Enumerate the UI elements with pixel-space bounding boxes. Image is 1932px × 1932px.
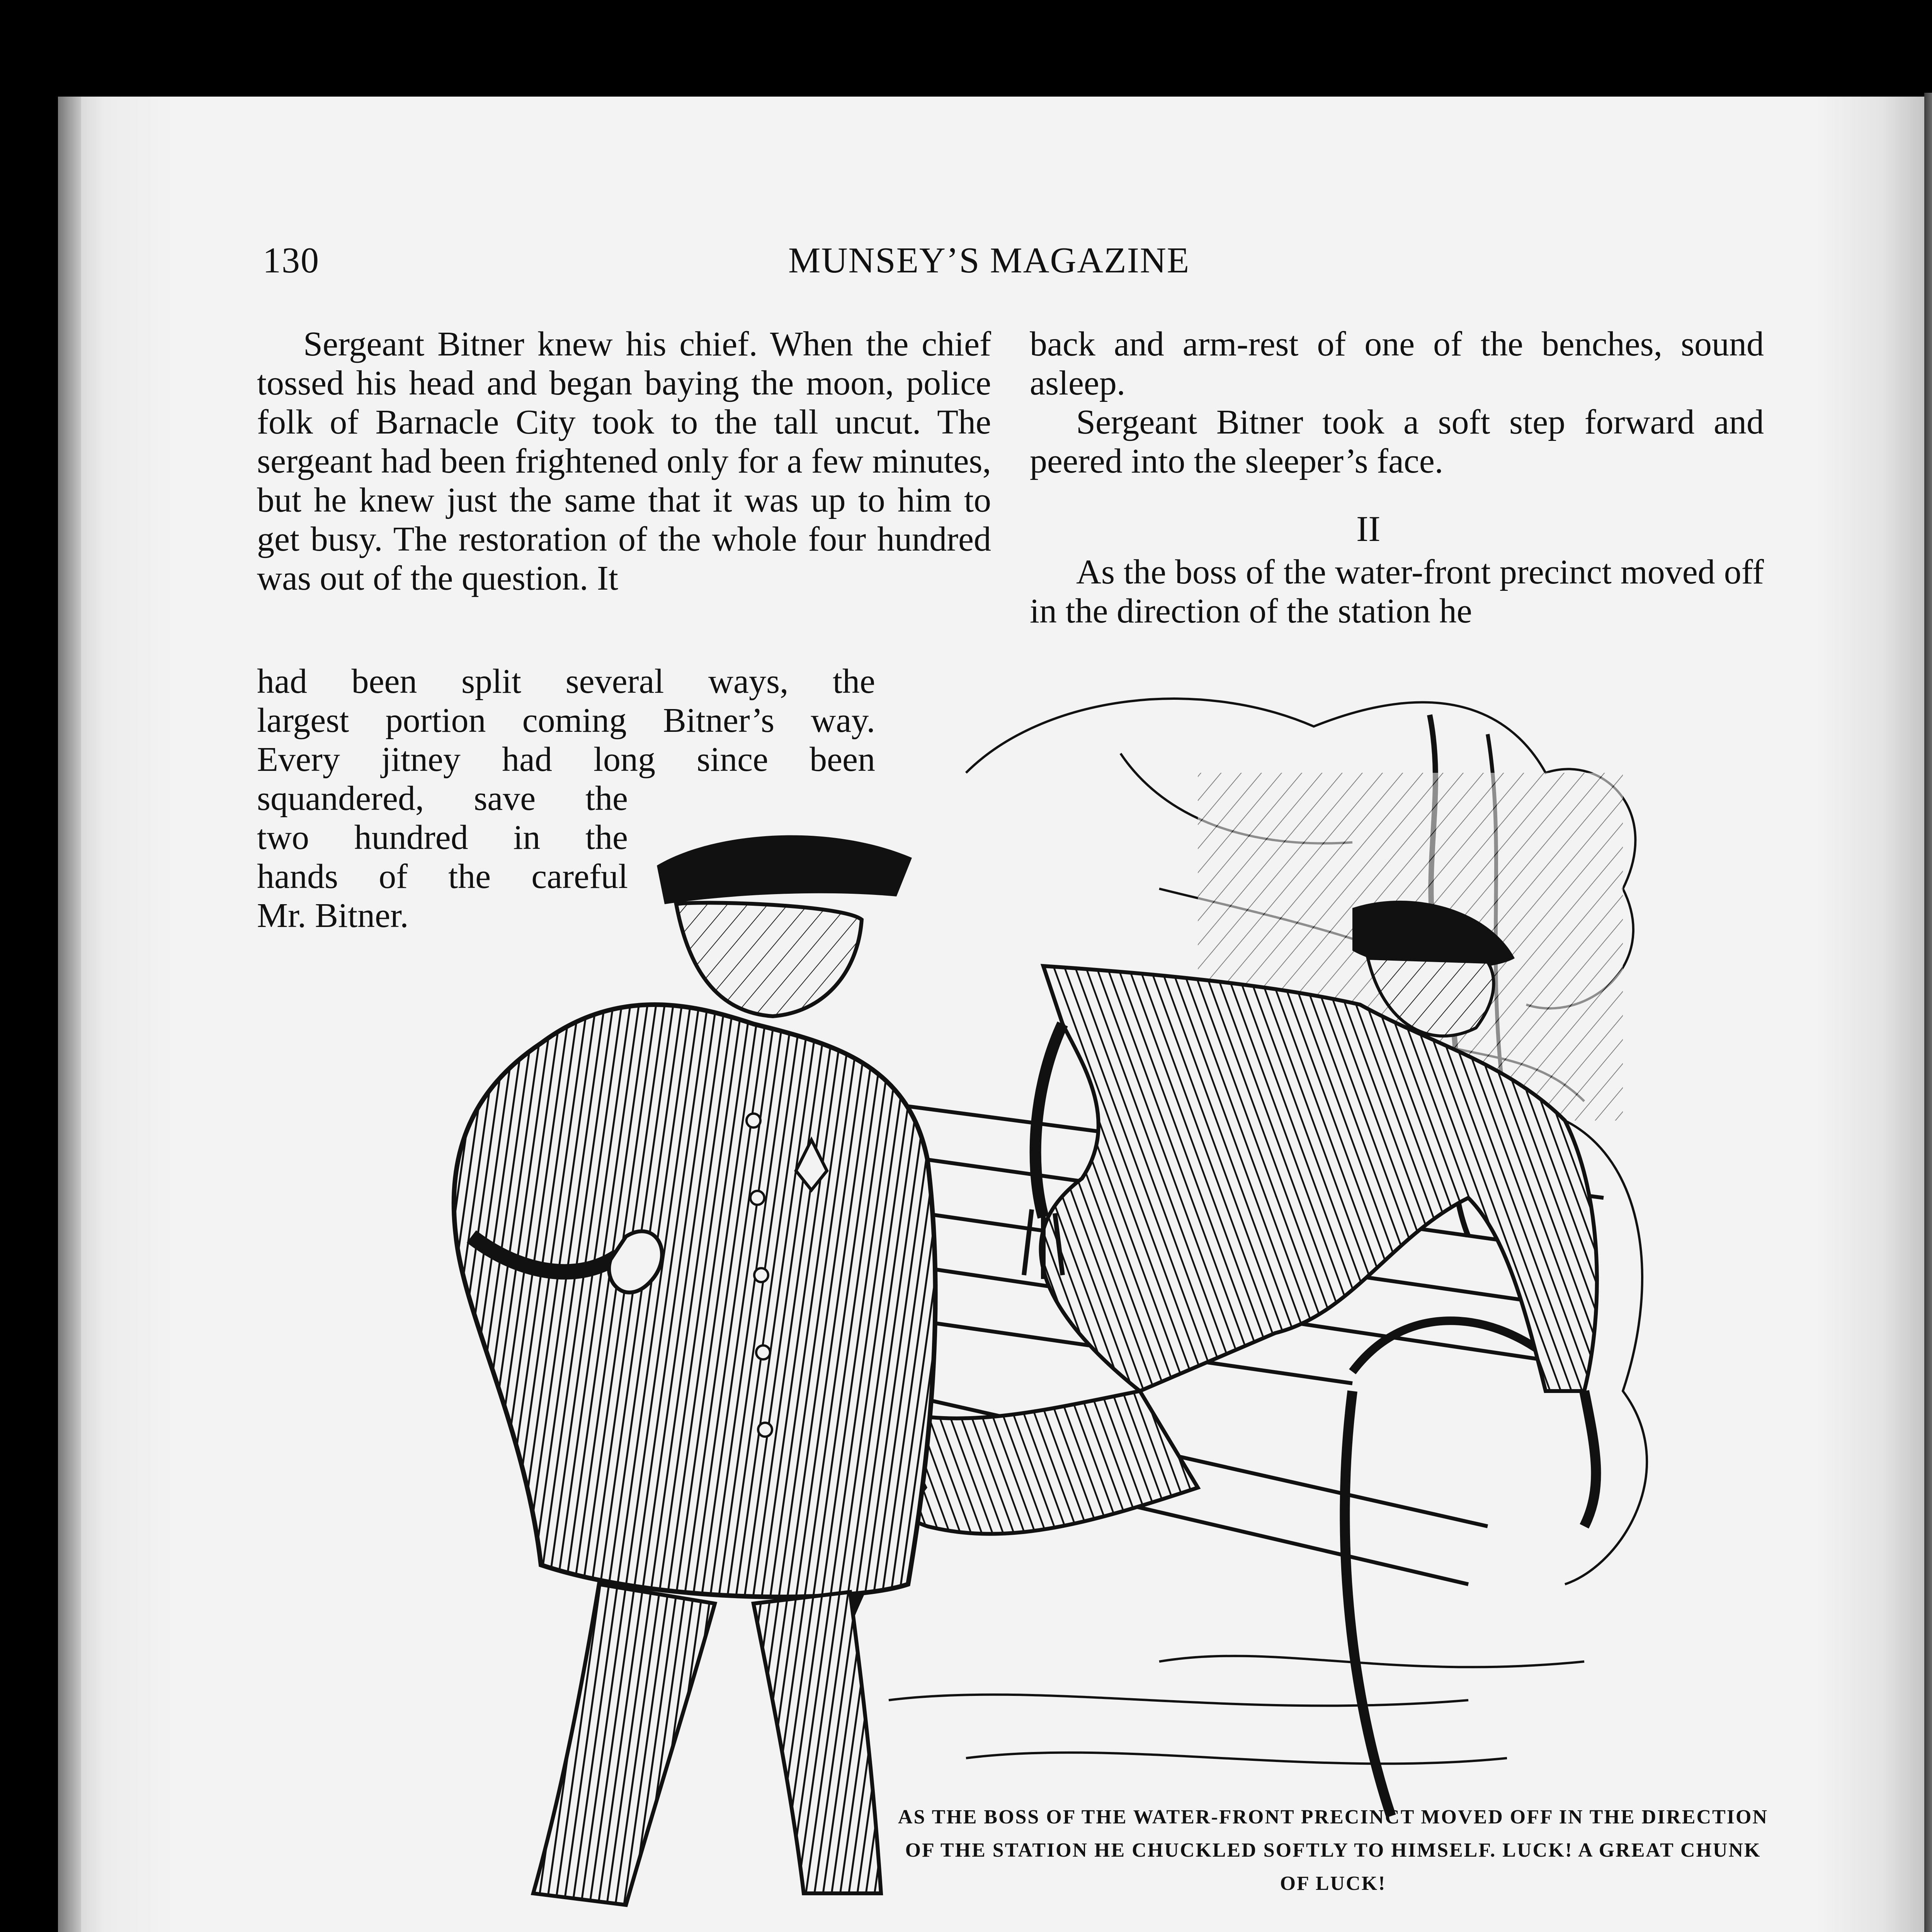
paragraph: As the boss of the water-front precinct moved off in the direction of the station he xyxy=(1030,553,1764,630)
section-number: II xyxy=(1356,509,1381,549)
paragraph: Sergeant Bitner knew his chief. When the chief tossed his head and began baying the moon, police folk of Barnacle City took to the tall uncut. The sergeant had been frightened only for a few minutes, but he knew just the same that it was up to him to get busy. The restoration of the whole four hundred was out of the question. It xyxy=(257,325,991,597)
ground xyxy=(889,1656,1584,1764)
wrap-line: largest portion coming Bitner’s way. xyxy=(257,701,875,740)
illustration-policeman-and-sleeper xyxy=(309,657,1777,1924)
magazine-title: MUNSEY’S MAGAZINE xyxy=(788,240,1190,281)
paragraph: Sergeant Bitner took a soft step forward and peered into the sleeper’s face. xyxy=(1030,403,1764,480)
page-gutter-shadow xyxy=(58,97,81,1932)
wrap-line: Every jitney had long since been xyxy=(257,740,875,779)
wrap-line: had been split several ways, the xyxy=(257,662,875,701)
page-number: 130 xyxy=(263,240,320,281)
illustration-caption: AS THE BOSS OF THE WATER-FRONT PRECINCT MOVED OFF IN THE DIRECTION OF THE STATION HE CHUCKLED SOFTLY TO HIMSELF. LUCK! A GREAT CHUNK OF LUCK! xyxy=(898,1806,1768,1895)
column-top-left xyxy=(257,325,991,598)
book-edge xyxy=(1924,93,1932,1932)
wrap-line: squandered, save the xyxy=(257,779,628,818)
wrap-line: hands of the careful xyxy=(257,857,628,896)
paragraph: back and arm-rest of one of the benches, sound asleep. xyxy=(1030,325,1764,402)
column-top-right-after xyxy=(1030,553,1764,631)
policeman xyxy=(454,835,935,1905)
column-top-right xyxy=(1030,325,1764,481)
wrap-line: Mr. Bitner. xyxy=(257,896,409,935)
wrap-line: two hundred in the xyxy=(257,818,628,857)
